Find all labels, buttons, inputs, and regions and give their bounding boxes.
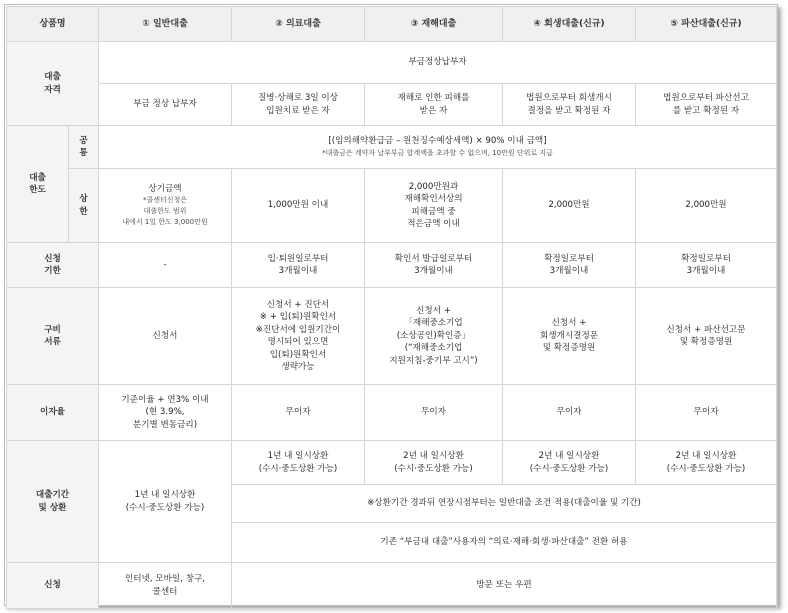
documents-bankrupt: 신청서 + 파산선고문 및 확정증명원 (636, 288, 777, 385)
header-rehab: ④ 회생대출(신규) (503, 7, 636, 42)
header-medical: ② 의료대출 (232, 7, 365, 42)
limit-rehab: 2,000만원 (503, 169, 636, 243)
limit-disaster: 2,000만원과 재해확인서상의 피해금액 중 적은금액 이내 (365, 169, 503, 243)
deadline-rehab: 확정일로부터 3개월이내 (503, 243, 636, 288)
term-medical: 1년 내 일시상환 (수시·중도상환 가능) (232, 441, 365, 485)
apply-others: 방문 또는 우편 (232, 563, 777, 609)
header-bankrupt: ⑤ 파산대출(신규) (636, 7, 777, 42)
qualification-common: 부금정상납부자 (99, 42, 777, 84)
deadline-bankrupt: 확정일로부터 3개월이내 (636, 243, 777, 288)
documents-label: 구비 서류 (7, 288, 99, 385)
term-disaster: 2년 내 일시상환 (수시·중도상환 가능) (365, 441, 503, 485)
limit-general-note: *콜센터신청은 대출한도 범위 내에서 1일 한도 3,000만원 (122, 196, 208, 227)
limit-row-upper (7, 169, 777, 243)
deadline-general: - (99, 243, 232, 288)
limit-common-label: 공 통 (69, 126, 99, 169)
header-product: 상품명 (7, 7, 99, 42)
apply-row (7, 563, 777, 609)
loan-products-table (6, 6, 777, 609)
interest-row (7, 385, 777, 441)
limit-upper-label: 상 한 (69, 169, 99, 243)
documents-row (7, 288, 777, 385)
limit-general-cell (99, 169, 232, 243)
apply-label: 신청 (7, 563, 99, 609)
limit-bankrupt: 2,000만원 (636, 169, 777, 243)
qualification-row-2 (7, 84, 777, 126)
term-row-1 (7, 441, 777, 485)
documents-disaster: 신청서 + 「재해중소기업 (소상공인)확인증」 (“재해중소기업 지원지침-중기부 고시”) (365, 288, 503, 385)
limit-row-common (7, 126, 777, 169)
deadline-medical: 입·퇴원일로부터 3개월이내 (232, 243, 365, 288)
qualification-bankrupt: 법원으로부터 파산선고 를 받고 확정된 자 (636, 84, 777, 126)
table-header-row (7, 7, 777, 42)
interest-bankrupt: 무이자 (636, 385, 777, 441)
qualification-general: 부금 정상 납부자 (99, 84, 232, 126)
apply-general: 인터넷, 모바일, 창구, 콜센터 (99, 563, 232, 609)
qualification-row-1 (7, 42, 777, 84)
deadline-row (7, 243, 777, 288)
interest-label: 이자율 (7, 385, 99, 441)
term-label: 대출기간 및 상환 (7, 441, 99, 563)
interest-rehab: 무이자 (503, 385, 636, 441)
term-general: 1년 내 일시상환 (수시·중도상환 가능) (99, 441, 232, 563)
deadline-disaster: 확인서 발급일로부터 3개월이내 (365, 243, 503, 288)
qualification-disaster: 재해로 인한 피해를 받은 자 (365, 84, 503, 126)
documents-rehab: 신청서 + 회생개시결정문 및 확정증명원 (503, 288, 636, 385)
interest-general: 기준이율 + 연3% 이내 (현 3.9%, 분기별 변동금리) (99, 385, 232, 441)
header-disaster: ③ 재해대출 (365, 7, 503, 42)
header-general: ① 일반대출 (99, 7, 232, 42)
documents-general: 신청서 (99, 288, 232, 385)
term-bankrupt: 2년 내 일시상환 (수시·중도상환 가능) (636, 441, 777, 485)
interest-disaster: 무이자 (365, 385, 503, 441)
term-rehab: 2년 내 일시상환 (수시·중도상환 가능) (503, 441, 636, 485)
limit-common-text: [(임의해약환급금 – 원천징수예상세액) × 90% 이내 금액] (328, 136, 547, 147)
interest-medical: 무이자 (232, 385, 365, 441)
qualification-medical: 질병·상해로 3일 이상 입원치료 받은 자 (232, 84, 365, 126)
term-note-conversion: 기존 “부금내 대출”사용자의 “의료·재해·회생·파산대출” 전환 허용 (232, 523, 777, 563)
deadline-label: 신청 기한 (7, 243, 99, 288)
qualification-label: 대출 자격 (7, 42, 99, 126)
qualification-rehab: 법원으로부터 회생개시 결정을 받고 확정된 자 (503, 84, 636, 126)
limit-medical: 1,000만원 이내 (232, 169, 365, 243)
limit-common-note: *대출금은 계약자 납부부금 합계액을 초과할 수 없으며, 10만원 단위로 지급 (322, 148, 553, 157)
limit-label: 대출 한도 (7, 126, 69, 243)
limit-common-cell (99, 126, 777, 169)
term-note-extension: ※상환기간 경과뒤 연장시점부터는 일반대출 조건 적용(대출이율 및 기간) (232, 485, 777, 523)
documents-medical: 신청서 + 진단서 ※ + 입(퇴)원확인서 ※진단서에 입원기간이 명시되어 있으면 입(퇴)원확인서 생략가능 (232, 288, 365, 385)
limit-general-title: 상기금액 (148, 183, 182, 194)
